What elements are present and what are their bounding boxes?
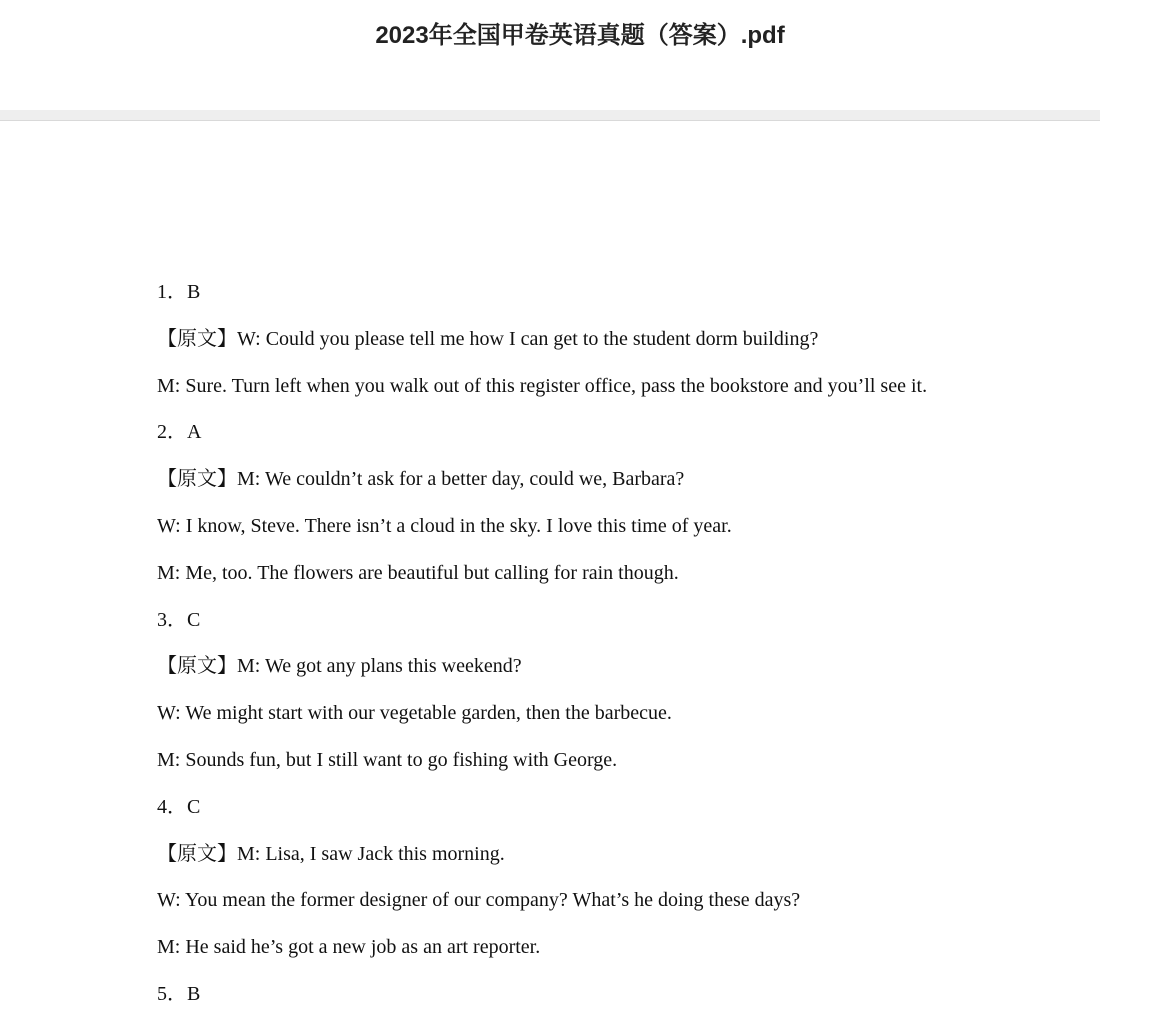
- transcript-line: M: Sure. Turn left when you walk out of this register office, pass the bookstore and you’ll see it.: [157, 374, 928, 397]
- transcript-line: 【原文】M: We got any plans this weekend?: [157, 655, 522, 678]
- transcript-line: 【原文】M: Lisa, I saw Jack this morning.: [157, 842, 505, 865]
- transcript-line: W: You mean the former designer of our company? What’s he doing these days?: [157, 889, 801, 912]
- transcript-line: M: Sounds fun, but I still want to go fishing with George.: [157, 748, 618, 771]
- answer-line: 5．B: [157, 982, 201, 1005]
- pdf-page: [0, 121, 1100, 1005]
- transcript-line: W: We might start with our vegetable garden, then the barbecue.: [157, 702, 672, 725]
- transcript-line: W: I know, Steve. There isn’t a cloud in the sky. I love this time of year.: [157, 514, 732, 537]
- transcript-line: M: He said he’s got a new job as an art reporter.: [157, 936, 541, 959]
- page-text: [157, 269, 1087, 1018]
- answer-line: 1．B: [157, 281, 201, 303]
- header-divider: [0, 110, 1100, 121]
- document-header: [0, 0, 1100, 110]
- transcript-line: 【原文】M: We couldn’t ask for a better day, could we, Barbara?: [157, 468, 685, 491]
- document-title: 2023年全国甲卷英语真题（答案）.pdf: [375, 22, 785, 49]
- answer-line: 3．C: [157, 608, 201, 631]
- answer-line: 2．A: [157, 421, 202, 444]
- transcript-line: M: Me, too. The flowers are beautiful but calling for rain though.: [157, 561, 679, 584]
- transcript-line: 【原文】W: Could you please tell me how I can get to the student dorm building?: [157, 327, 819, 350]
- answer-line: 4．C: [157, 795, 201, 818]
